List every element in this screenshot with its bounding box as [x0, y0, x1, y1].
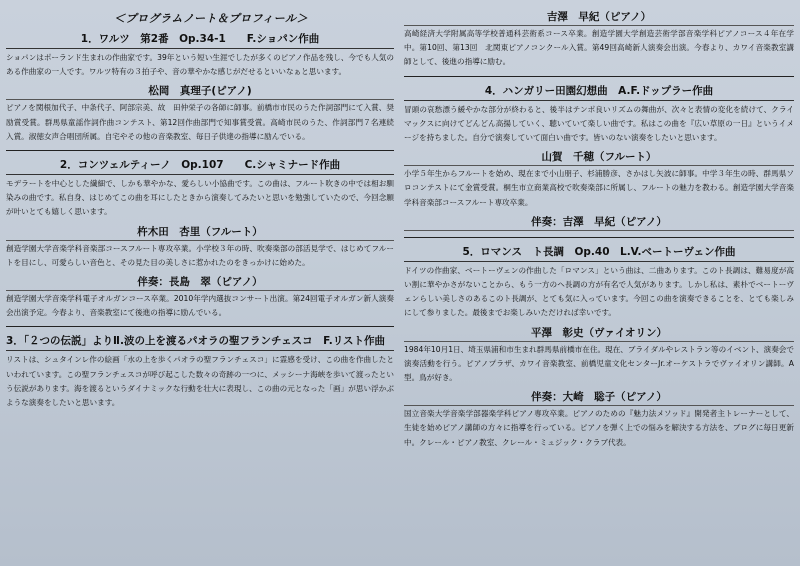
page-title: ＜プログラムノート＆プロフィール＞: [114, 12, 308, 25]
program-note: リストは、シュタインレ作の絵画「水の上を歩くパオラの聖フランチェスコ」に霊感を受け、この曲を作曲したといわれています。この聖フランチェスコが呼び起こした数々の奇跡の一つに、メッシーナ海峡を歩いて渡ったという伝説があります。海を渡るというダイナミックな行動を壮大に表現し、この曲の元となった「画」が思い浮かぶような演奏をしたいと思います。: [6, 355, 394, 408]
performer-profile: 小学５年生からフルートを始め、現在まで小山朋子、杉浦勝彦、さかはし矢波に師事。中学３年生の時、群馬県ソロコンテストにて金賞受賞。桐生市立商業高校で吹奏楽部に所属し、フルートの魅力を教わる。創造学園大学音楽学科音楽部コースフルート専攻卒業。: [404, 169, 794, 207]
piece-title: 2．コンツェルティーノ Op.107 C.シャミナード作曲: [6, 158, 394, 175]
piece-section-5: [404, 245, 794, 450]
piece-title: 5．ロマンス ト長調 Op.40 L.V.ベートーヴェン作曲: [404, 245, 794, 262]
piece-section-4: [404, 84, 794, 231]
piece-title: 1．ワルツ 第2番 Op.34-1 F.ショパン作曲: [6, 32, 394, 49]
performer-profile: 高崎経済大学附属高等学校普通科芸術系コース卒業。創造学園大学創造芸術学部音楽学科ピアノコース４年在学中。第10回、第13回 北関東ピアノコンクール入賞。第49回高崎新人演奏会出演。今春より、カワイ音楽教室講師として、後進の指導に励む。: [404, 29, 794, 67]
right-column: [404, 8, 794, 456]
accompanist-profile: 国立音楽大学音楽学部器楽学科ピアノ専攻卒業。ピアノのための『魅力法メソッド』開発者主トレーナーとして、生徒を始めピアノ講師の方々に指導を行っている。ピアノを弾く上での悩みを解決する方法を、ブログに毎日更新中。クレール・ピアノ教室、クレール・ミュジック・クラブ代表。: [404, 409, 794, 447]
section-divider: [6, 326, 394, 327]
section-divider: [6, 150, 394, 151]
program-note: モデラートを中心とした繊細で、しかも華やかな、愛らしい小協曲です。この曲は、フルート吹きの中では相お馴染みの曲です。私自身、はじめてこの曲を耳にしたときから演奏してみたいと思いを勉強していたので、今回念願が叶いとても嬉しく思います。: [6, 179, 394, 217]
piece-title: 4．ハンガリー田園幻想曲 A.F.ドップラー作曲: [404, 84, 794, 101]
performer-profile: 1984年10月1日、埼玉県浦和市生まれ群馬県前橋市在住。現在、ブライダルやレストラン等のイベント、演奏会で演奏活動を行う。ピアノプラザ、カワイ音楽教室、前橋児童文化センターJr.オーケストラでヴァイオリン講師。A型。鳥が好き。: [404, 344, 794, 383]
accompanist-name: 伴奏：吉澤 早紀（ピアノ）: [404, 215, 794, 231]
piece-title: 3．「２つの伝説」よりⅡ.波の上を渡るパオラの聖フランチェスコ F.リスト作曲: [6, 334, 394, 351]
left-column: [6, 8, 394, 416]
performer-profile: ピアノを関根加代子、中条代子、阿部宗美、故 田仲栄子の各師に師事。前橋市市民のうた作詞部門にて入賞、奨励賞受賞。群馬県童謡作詞作曲コンテスト、第12回作曲部門で知事賞受賞。高崎市民のうた、作詞部門７名連続入賞。淑徳女声合唱団所属。自宅やその他の音楽教室、毎日子供達の指導に励んでいる。: [6, 103, 394, 141]
piece-section-2: [6, 158, 394, 320]
performer-name: 吉澤 早紀（ピアノ）: [404, 10, 794, 26]
program-note: ドイツの作曲家、ベートーヴェンの作曲した「ロマンス」という曲は、二曲あります。このト長調は、難易度が高い割に華やかさがないことから、もう一方のヘ長調の方が有名で人気があります。しかし私は、素朴でベートーヴェンらしい美しさのあるこのト長調が、とても気に入っています。今回この曲を演奏できることを、とても楽しみにして参りました。最後までお楽しみいただければ幸いです。: [404, 265, 794, 318]
performer-name: 平澤 彰史（ヴァイオリン）: [404, 326, 794, 342]
accompanist-name: 伴奏：大崎 聡子（ピアノ）: [404, 390, 794, 406]
piece-section-3: [6, 334, 394, 410]
section-divider: [404, 237, 794, 238]
program-note: 冒頭の哀愁漂う緩やかな部分が終わると、後半はテンポ良いリズムの舞曲が、次々と表情の変化を続けて、クライマックスに向けてどんどん高揚していく、聴いていて楽しい曲です。私はこの曲を『広い草原の一日』というイメージを持ちました。自分で演奏していて面白い曲です。皆いのない演奏をしたいと思います。: [404, 104, 794, 143]
piece-section-1: [6, 32, 394, 144]
program-note: ショパンはポーランド生まれの作曲家です。39年という短い生涯でしたが多くのピアノ作品を残し、今でも人気のある作曲家の一人です。ワルツ特有の３拍子や、音の華やかな感じがだせるといいなぁと思います。: [6, 53, 394, 77]
section-divider: [404, 76, 794, 77]
performer-profile: 創造学園大学音楽学科音楽部コースフルート専攻卒業。小学校３年の時、吹奏楽部の部活見学で、はじめてフルートを目にし、可愛らしい音色と、その見た目の美しさに惹かれたのをきっかけに始めた。: [6, 243, 394, 267]
performer-section-3: [404, 10, 794, 70]
performer-name: 松岡 真理子(ピアノ): [6, 84, 394, 100]
accompanist-profile: 創造学園大学音楽学科電子オルガンコース卒業。2010年学内選抜コンサート出演。第24回電子オルガン新人演奏会出演予定。今春より、音楽教室にて後進の指導に励んでいる。: [6, 294, 394, 318]
accompanist-name: 伴奏：長島 翠（ピアノ）: [6, 275, 394, 291]
performer-name: 杵木田 杏里（フルート）: [6, 225, 394, 241]
performer-name: 山賀 千穂（フルート）: [404, 150, 794, 166]
